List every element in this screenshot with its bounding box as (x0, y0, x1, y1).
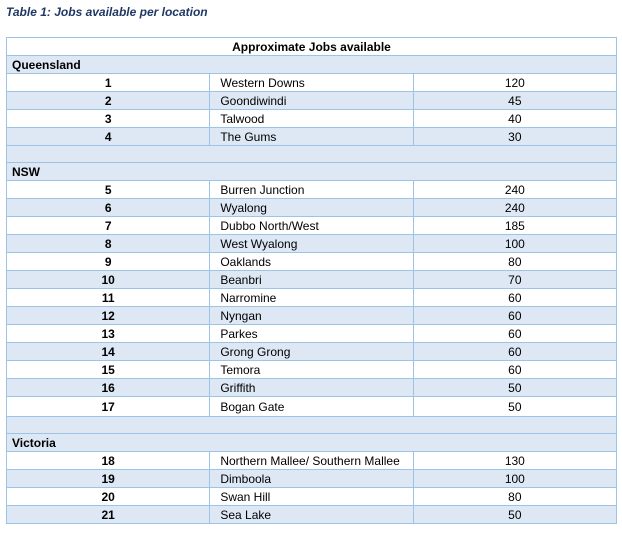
table-row (7, 271, 617, 289)
location-name: Northern Mallee/ Southern Mallee (210, 452, 413, 470)
spacer-row (7, 417, 617, 434)
jobs-count: 185 (413, 217, 616, 235)
location-name: Dimboola (210, 470, 413, 488)
jobs-count: 60 (413, 361, 616, 379)
table-caption: Table 1: Jobs available per location (6, 5, 208, 19)
table-row (7, 181, 617, 199)
location-name: Beanbri (210, 271, 413, 289)
table-row (7, 92, 617, 110)
region-label: Queensland (7, 56, 617, 74)
jobs-count: 240 (413, 181, 616, 199)
table-row (7, 397, 617, 417)
table-header-row (7, 38, 617, 56)
region-row (7, 434, 617, 452)
row-number: 6 (7, 199, 210, 217)
row-number: 12 (7, 307, 210, 325)
location-name: The Gums (210, 128, 413, 146)
jobs-count: 120 (413, 74, 616, 92)
jobs-count: 50 (413, 506, 616, 524)
spacer-cell (7, 417, 617, 434)
jobs-count: 80 (413, 488, 616, 506)
location-name: Burren Junction (210, 181, 413, 199)
table-row (7, 488, 617, 506)
jobs-count: 240 (413, 199, 616, 217)
location-name: Swan Hill (210, 488, 413, 506)
table-row (7, 110, 617, 128)
location-name: Goondiwindi (210, 92, 413, 110)
row-number: 16 (7, 379, 210, 397)
table-row (7, 361, 617, 379)
table-row (7, 452, 617, 470)
row-number: 19 (7, 470, 210, 488)
location-name: Talwood (210, 110, 413, 128)
location-name: Temora (210, 361, 413, 379)
row-number: 11 (7, 289, 210, 307)
location-name: Nyngan (210, 307, 413, 325)
region-row (7, 163, 617, 181)
row-number: 14 (7, 343, 210, 361)
region-label: NSW (7, 163, 617, 181)
table-row (7, 379, 617, 397)
table-row (7, 343, 617, 361)
jobs-count: 60 (413, 325, 616, 343)
row-number: 10 (7, 271, 210, 289)
table-row (7, 235, 617, 253)
location-name: Oaklands (210, 253, 413, 271)
jobs-count: 60 (413, 307, 616, 325)
table-row (7, 199, 617, 217)
table-row (7, 470, 617, 488)
location-name: Bogan Gate (210, 397, 413, 417)
table-row (7, 74, 617, 92)
location-name: Sea Lake (210, 506, 413, 524)
spacer-row (7, 146, 617, 163)
location-name: Wyalong (210, 199, 413, 217)
row-number: 21 (7, 506, 210, 524)
region-row (7, 56, 617, 74)
jobs-count: 130 (413, 452, 616, 470)
jobs-table-body (7, 38, 617, 524)
table-row (7, 325, 617, 343)
jobs-count: 60 (413, 343, 616, 361)
table-header: Approximate Jobs available (7, 38, 617, 56)
location-name: Narromine (210, 289, 413, 307)
jobs-count: 30 (413, 128, 616, 146)
jobs-count: 50 (413, 397, 616, 417)
row-number: 8 (7, 235, 210, 253)
row-number: 4 (7, 128, 210, 146)
jobs-table (6, 37, 617, 524)
row-number: 1 (7, 74, 210, 92)
location-name: West Wyalong (210, 235, 413, 253)
row-number: 18 (7, 452, 210, 470)
jobs-count: 100 (413, 470, 616, 488)
spacer-cell (7, 146, 617, 163)
jobs-count: 60 (413, 289, 616, 307)
row-number: 2 (7, 92, 210, 110)
location-name: Dubbo North/West (210, 217, 413, 235)
row-number: 9 (7, 253, 210, 271)
jobs-count: 50 (413, 379, 616, 397)
row-number: 15 (7, 361, 210, 379)
table-row (7, 289, 617, 307)
table-row (7, 217, 617, 235)
row-number: 20 (7, 488, 210, 506)
row-number: 3 (7, 110, 210, 128)
table-row (7, 128, 617, 146)
location-name: Griffith (210, 379, 413, 397)
location-name: Parkes (210, 325, 413, 343)
location-name: Western Downs (210, 74, 413, 92)
jobs-count: 40 (413, 110, 616, 128)
table-row (7, 506, 617, 524)
jobs-count: 100 (413, 235, 616, 253)
row-number: 13 (7, 325, 210, 343)
location-name: Grong Grong (210, 343, 413, 361)
row-number: 5 (7, 181, 210, 199)
region-label: Victoria (7, 434, 617, 452)
table-row (7, 253, 617, 271)
row-number: 17 (7, 397, 210, 417)
jobs-count: 80 (413, 253, 616, 271)
table-row (7, 307, 617, 325)
jobs-count: 45 (413, 92, 616, 110)
jobs-count: 70 (413, 271, 616, 289)
row-number: 7 (7, 217, 210, 235)
